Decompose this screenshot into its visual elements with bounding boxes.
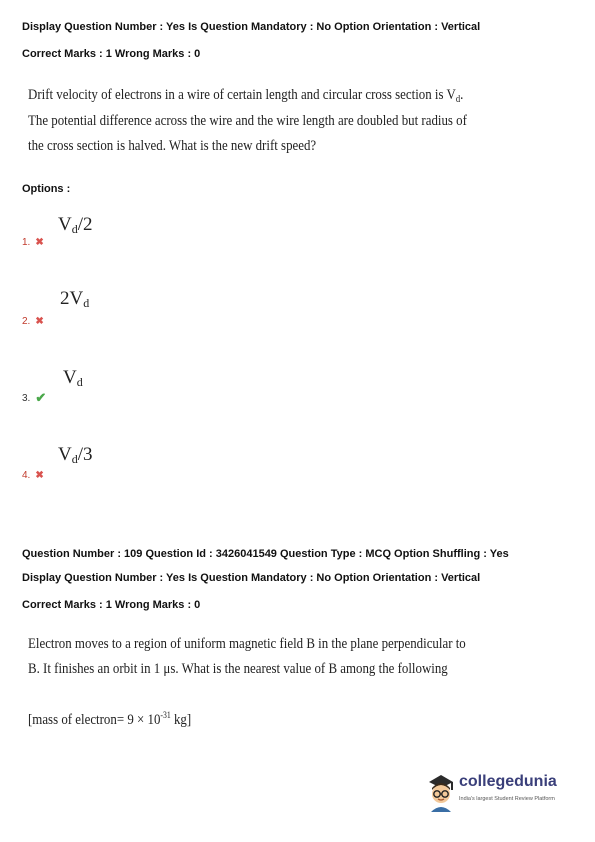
option-1-tail: /2 <box>77 214 93 235</box>
q1-meta-line1: Display Question Number : Yes Is Question Mandatory : No Option Orientation : Vertical <box>22 21 481 33</box>
q1-text-sub: d <box>455 94 461 105</box>
option-1-number: 1. <box>22 237 31 248</box>
q2-question-text <box>28 632 466 682</box>
option-1-main: V <box>58 214 72 235</box>
wrong-cross-icon: ✖ <box>35 237 44 248</box>
wrong-cross-icon: ✖ <box>35 470 44 481</box>
option-3-expression <box>63 367 83 389</box>
option-2-expression <box>60 288 89 310</box>
q1-meta-line2: Correct Marks : 1 Wrong Marks : 0 <box>22 48 201 60</box>
option-3-sub: d <box>76 375 83 389</box>
q1-text-line1: Drift velocity of electrons in a wire of certain length and circular cross section is V <box>28 87 456 103</box>
option-2-pre: 2 <box>60 288 70 309</box>
q2-meta-line3: Correct Marks : 1 Wrong Marks : 0 <box>22 599 201 611</box>
q2-text-line2: B. It finishes an orbit in 1 μs. What is the nearest value of B among the following <box>28 661 448 677</box>
option-1-expression <box>58 214 93 236</box>
option-1-sub: d <box>71 222 78 236</box>
correct-check-icon: ✔ <box>35 390 47 405</box>
q2-mass-post: kg] <box>170 712 192 728</box>
options-label: Options : <box>22 183 71 195</box>
option-2-label[interactable] <box>22 316 44 327</box>
option-1-label[interactable] <box>22 237 44 248</box>
option-4-expression <box>58 444 93 466</box>
q2-mass-note <box>28 703 191 733</box>
q1-text-line2: The potential difference across the wire and the wire length are doubled but radius of <box>28 113 467 129</box>
logo-name: collegedunia <box>459 773 557 790</box>
option-3-label[interactable] <box>22 390 46 406</box>
q1-question-text <box>28 83 467 159</box>
q1-text-line3: the cross section is halved. What is the new drift speed? <box>28 138 317 154</box>
option-3-main: V <box>63 367 77 388</box>
option-2-main: V <box>69 288 84 309</box>
option-4-label[interactable] <box>22 470 44 481</box>
q2-mass-pre: [mass of electron= 9 × 10 <box>28 712 161 728</box>
option-4-number: 4. <box>22 470 31 481</box>
collegedunia-logo[interactable] <box>425 772 575 812</box>
option-4-sub: d <box>71 452 78 466</box>
q2-meta-line1: Question Number : 109 Question Id : 3426041549 Question Type : MCQ Option Shuffling : Yes <box>22 548 509 560</box>
option-2-sub: d <box>83 296 90 310</box>
logo-tagline: India's largest Student Review Platform <box>459 796 555 802</box>
option-4-main: V <box>58 444 72 465</box>
q2-text-line1: Electron moves to a region of uniform magnetic field B in the plane perpendicular to <box>28 636 466 652</box>
wrong-cross-icon: ✖ <box>35 316 44 327</box>
student-mascot-icon <box>425 772 457 812</box>
option-2-number: 2. <box>22 316 31 327</box>
option-3-number: 3. <box>22 392 31 404</box>
q1-text-end: . <box>460 87 464 103</box>
q2-meta-line2: Display Question Number : Yes Is Question Mandatory : No Option Orientation : Vertical <box>22 572 481 584</box>
q2-mass-exp: -31 <box>160 710 171 720</box>
option-4-tail: /3 <box>77 444 93 465</box>
